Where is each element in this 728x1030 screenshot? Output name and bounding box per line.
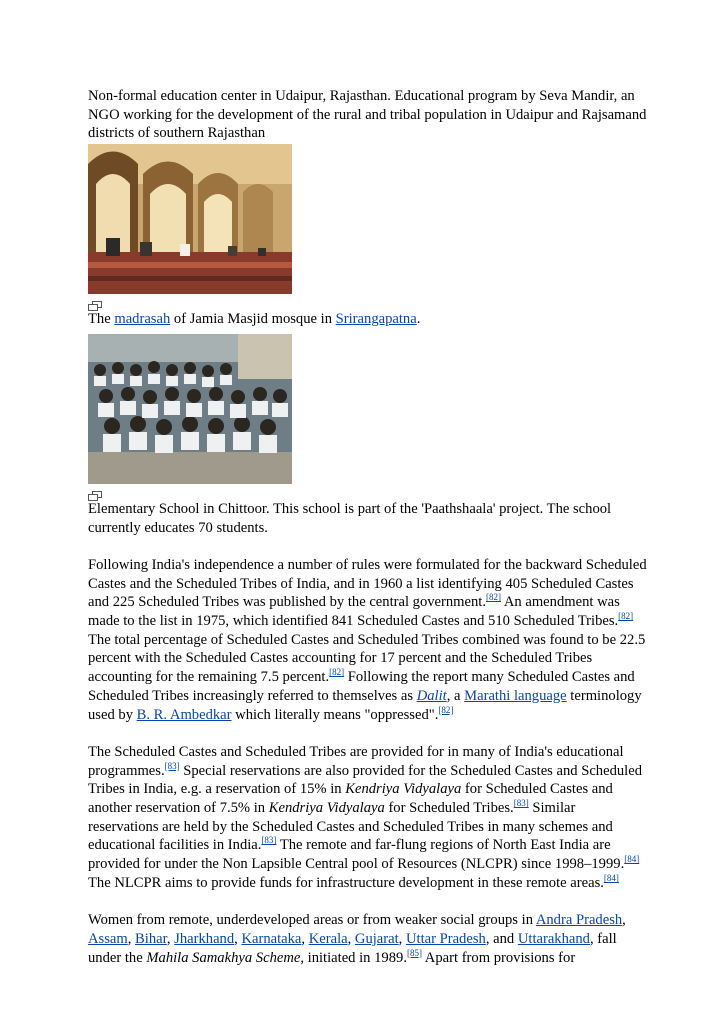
text-run: Following India's independence a number of rules were formulated for the backward Scheduled Castes and the Scheduled Tribes of India, and in 1960 a list identifying 405 Scheduled Castes and 225 Scheduled Tribes was published by the central government. bbox=[88, 556, 647, 611]
text-run: terminology used by bbox=[88, 687, 642, 723]
citation-83-link[interactable]: [83] bbox=[164, 760, 180, 771]
text-run: Special reservations are also provided for the Scheduled Castes and Scheduled Tribes in India, e.g. a reservation of 15% in bbox=[88, 762, 643, 798]
text-run: The NLCPR aims to provide funds for infrastructure development in these remote areas. bbox=[88, 874, 604, 891]
paragraph-reservation-history bbox=[88, 556, 648, 724]
caption-madrasah-post: . bbox=[416, 311, 421, 328]
separator: , and bbox=[485, 930, 518, 947]
uttarakhand-link[interactable]: Uttarakhand bbox=[517, 930, 590, 947]
srirangapatna-link[interactable]: Srirangapatna bbox=[335, 311, 417, 328]
citation-83-link[interactable]: [83] bbox=[261, 835, 277, 846]
citation-82-link[interactable]: [82] bbox=[486, 592, 502, 603]
gujarat-link[interactable]: Gujarat bbox=[354, 930, 399, 947]
document-page bbox=[88, 87, 648, 967]
text-run: The remote and far-flung regions of North East India are provided for under the Non Lapsible Central pool of Resources (NLCPR) since 1998–1999. bbox=[88, 837, 625, 873]
caption-chittoor: Elementary School in Chittoor. This school is part of the 'Paathshaala' project. The school currently educates 70 students. bbox=[88, 500, 612, 536]
madrasah-link[interactable]: madrasah bbox=[114, 311, 171, 328]
text-run: , a bbox=[446, 687, 465, 704]
citation-84-link[interactable]: [84] bbox=[603, 872, 619, 883]
caption-madrasah bbox=[88, 310, 648, 329]
citation-85[interactable] bbox=[407, 948, 422, 958]
paragraph-gap bbox=[88, 893, 648, 912]
separator: , bbox=[622, 912, 626, 929]
caption-seva-mandir: Non-formal education center in Udaipur, Rajasthan. Educational program by Seva Mandir, an NGO working for the development of the rural and tribal population in Udaipur and Rajsamand districts of southern Rajasthan bbox=[88, 88, 647, 142]
citation-84[interactable] bbox=[624, 854, 639, 864]
caption-madrasah-pre: The bbox=[88, 311, 115, 328]
jharkhand-link[interactable]: Jharkhand bbox=[174, 930, 235, 947]
citation-82-link[interactable]: [82] bbox=[329, 667, 345, 678]
chittoor-school-photo-graphic bbox=[88, 334, 292, 484]
citation-85-link[interactable]: [85] bbox=[406, 947, 422, 958]
kerala-link[interactable]: Kerala bbox=[308, 930, 348, 947]
citation-83[interactable] bbox=[165, 761, 180, 771]
enlarge-icon[interactable] bbox=[88, 488, 102, 498]
citation-83[interactable] bbox=[514, 798, 529, 808]
text-run: Following the report many Scheduled Castes and Scheduled Tribes increasingly referred to themselves as bbox=[88, 669, 635, 704]
text-run: An amendment was made to the list in 1975, which identified 841 Scheduled Castes and 510 Scheduled Tribes. bbox=[88, 594, 620, 630]
citation-82[interactable] bbox=[486, 592, 501, 602]
separator: , bbox=[301, 930, 309, 947]
dalit-link[interactable] bbox=[417, 688, 447, 704]
text-run: Apart from provisions for bbox=[421, 949, 576, 966]
separator: , bbox=[347, 930, 355, 947]
mahila-samakhya-text: Mahila Samakhya Scheme bbox=[146, 949, 301, 966]
separator: , bbox=[234, 930, 242, 947]
andra-pradesh-link[interactable]: Andra Pradesh bbox=[535, 912, 623, 929]
karnataka-link[interactable]: Karnataka bbox=[241, 930, 302, 947]
separator: , bbox=[127, 930, 136, 947]
citation-82[interactable] bbox=[438, 705, 453, 715]
madrasah-photo[interactable] bbox=[88, 144, 292, 294]
paragraph-gap bbox=[88, 537, 648, 556]
text-run: Similar reservations are held by the Scheduled Castes and Scheduled Tribes in many schemes and educational facilities in India. bbox=[88, 800, 613, 854]
text-run: , initiated in 1989. bbox=[300, 949, 407, 966]
assam-link[interactable]: Assam bbox=[88, 930, 128, 947]
text-run: for Scheduled Castes and another reservation of 7.5% in bbox=[88, 781, 613, 817]
separator: , bbox=[398, 930, 406, 947]
enlarge-icon[interactable] bbox=[88, 298, 102, 308]
citation-83-link[interactable]: [83] bbox=[513, 798, 529, 809]
caption-madrasah-mid: of Jamia Masjid mosque in bbox=[170, 311, 336, 328]
dalit-link-text: Dalit bbox=[416, 687, 447, 704]
paragraph-educational-programmes bbox=[88, 743, 648, 893]
text-run: , fall under the bbox=[88, 930, 617, 966]
citation-82[interactable] bbox=[329, 667, 344, 677]
paragraph-mahila-samakhya bbox=[88, 911, 648, 967]
citation-82-link[interactable]: [82] bbox=[438, 704, 454, 715]
text-run: Women from remote, underdeveloped areas or from weaker social groups in bbox=[88, 912, 536, 929]
madrasah-photo-graphic bbox=[88, 144, 292, 294]
ambedkar-link[interactable]: B. R. Ambedkar bbox=[136, 706, 232, 723]
citation-82[interactable] bbox=[618, 611, 633, 621]
text-run: The total percentage of Scheduled Castes and Scheduled Tribes combined was found to be 22.5 percent with the Scheduled Castes accounting for 17 percent and the Scheduled Tribes accounting for the remaining 7.5 percent. bbox=[88, 631, 646, 686]
marathi-language-link[interactable]: Marathi language bbox=[464, 687, 567, 704]
kendriya-vidyalaya-text: Kendriya Vidyalaya bbox=[345, 781, 462, 798]
uttar-pradesh-link[interactable]: Uttar Pradesh bbox=[405, 930, 486, 947]
citation-84-link[interactable]: [84] bbox=[624, 854, 640, 865]
text-run: for Scheduled Tribes. bbox=[384, 800, 514, 817]
paragraph-gap bbox=[88, 724, 648, 743]
text-run: which literally means "oppressed". bbox=[231, 706, 439, 723]
citation-84[interactable] bbox=[604, 873, 619, 883]
bihar-link[interactable]: Bihar bbox=[135, 930, 167, 947]
citation-83[interactable] bbox=[261, 835, 276, 845]
text-run: The Scheduled Castes and Scheduled Tribes are provided for in many of India's educational programmes. bbox=[88, 743, 624, 779]
chittoor-school-photo[interactable] bbox=[88, 334, 292, 484]
separator: , bbox=[166, 930, 175, 947]
kendriya-vidyalaya-text: Kendriya Vidyalaya bbox=[268, 800, 385, 817]
citation-82-link[interactable]: [82] bbox=[618, 611, 634, 622]
